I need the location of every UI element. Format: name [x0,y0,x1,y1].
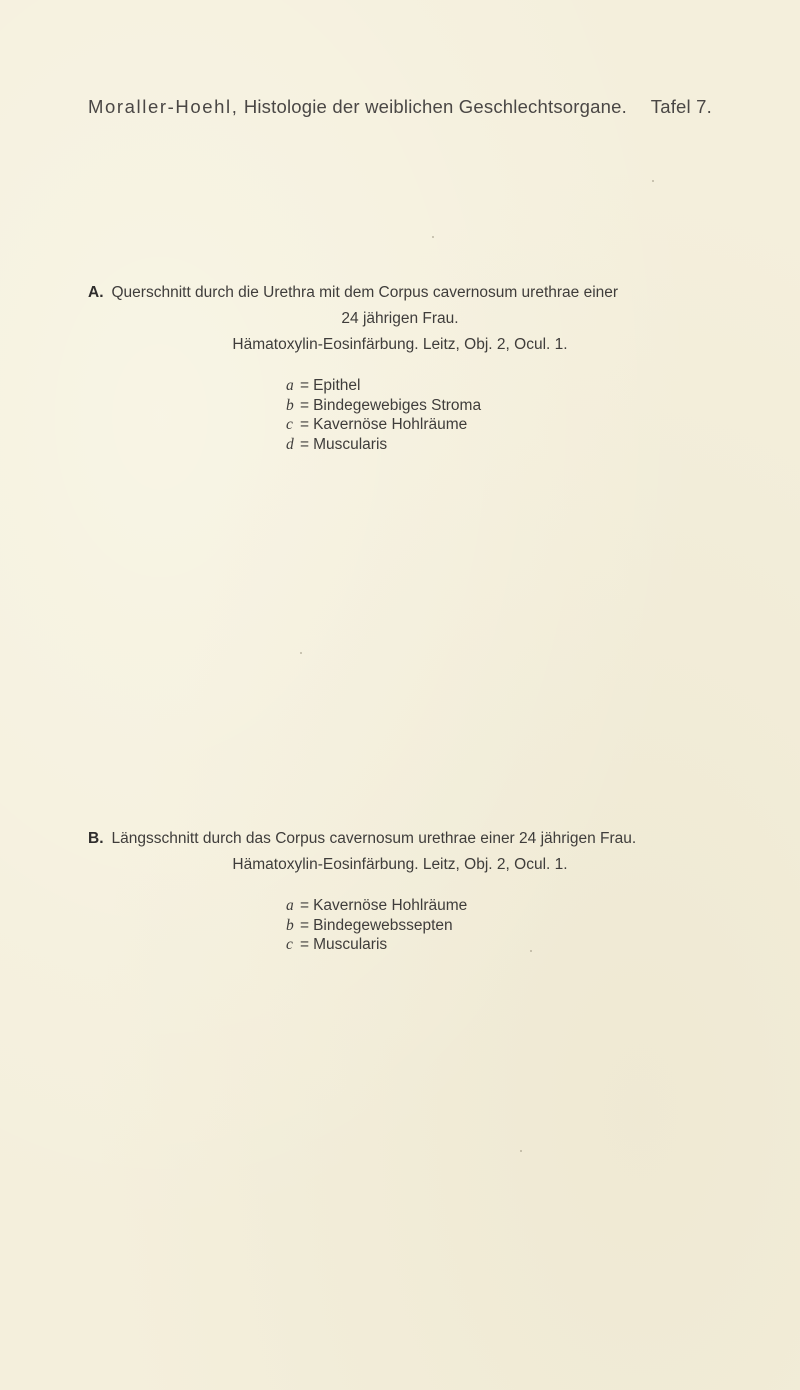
legend-row [286,935,467,955]
legend-label: Epithel [313,377,361,394]
legend-equals: = [300,897,310,914]
paper-speck [652,180,654,182]
legend-label: Muscularis [313,936,388,953]
section-a-line-1-text: Querschnitt durch die Urethra mit dem Corpus cavernosum urethrae einer [111,284,619,301]
legend-key: c [286,416,293,433]
header-plate-number: Tafel 7. [650,96,712,117]
paper-speck [530,950,532,952]
legend-key: a [286,377,294,394]
section-a-legend [286,376,481,454]
legend-equals: = [300,416,310,433]
legend-row [286,435,481,455]
section-a-title-line-1 [88,284,618,302]
legend-key: b [286,396,294,414]
legend-equals: = [300,916,310,934]
legend-key: d [286,435,294,453]
section-b-staining-line: Hämatoxylin-Eosinfärbung. Leitz, Obj. 2, Ocul. 1. [232,856,568,873]
legend-equals: = [300,936,310,953]
legend-label: Muscularis [313,435,388,453]
legend-equals: = [300,377,310,394]
legend-row [286,415,481,435]
header-authors: Moraller-Hoehl, [88,96,239,117]
legend-equals: = [300,435,310,453]
section-a-staining-line: Hämatoxylin-Eosinfärbung. Leitz, Obj. 2, Ocul. 1. [232,336,568,353]
legend-row [286,896,467,916]
legend-row [286,916,467,936]
section-a-letter: A. [88,284,104,301]
legend-label: Bindegewebiges Stroma [313,396,482,414]
header-citation [88,96,627,118]
legend-label: Kavernöse Hohlräume [313,897,468,914]
paper-speck [432,236,434,238]
section-b-legend [286,896,467,955]
legend-key: b [286,916,294,934]
section-a-title-line-2: 24 jährigen Frau. [341,310,459,327]
section-b-line-1-text: Längsschnitt durch das Corpus cavernosum urethrae einer 24 jährigen Frau. [111,830,637,847]
legend-key: c [286,936,293,953]
paper-speck [520,1150,522,1152]
legend-key: a [286,897,294,914]
legend-label: Bindegewebssepten [313,916,453,934]
section-b-title-line-1 [88,830,636,848]
legend-equals: = [300,396,310,414]
paper-speck [300,652,302,654]
legend-row [286,396,481,416]
legend-row [286,376,481,396]
legend-label: Kavernöse Hohlräume [313,416,468,433]
header-title: Histologie der weiblichen Geschlechtsorgane. [243,96,627,117]
section-b-letter: B. [88,830,104,847]
